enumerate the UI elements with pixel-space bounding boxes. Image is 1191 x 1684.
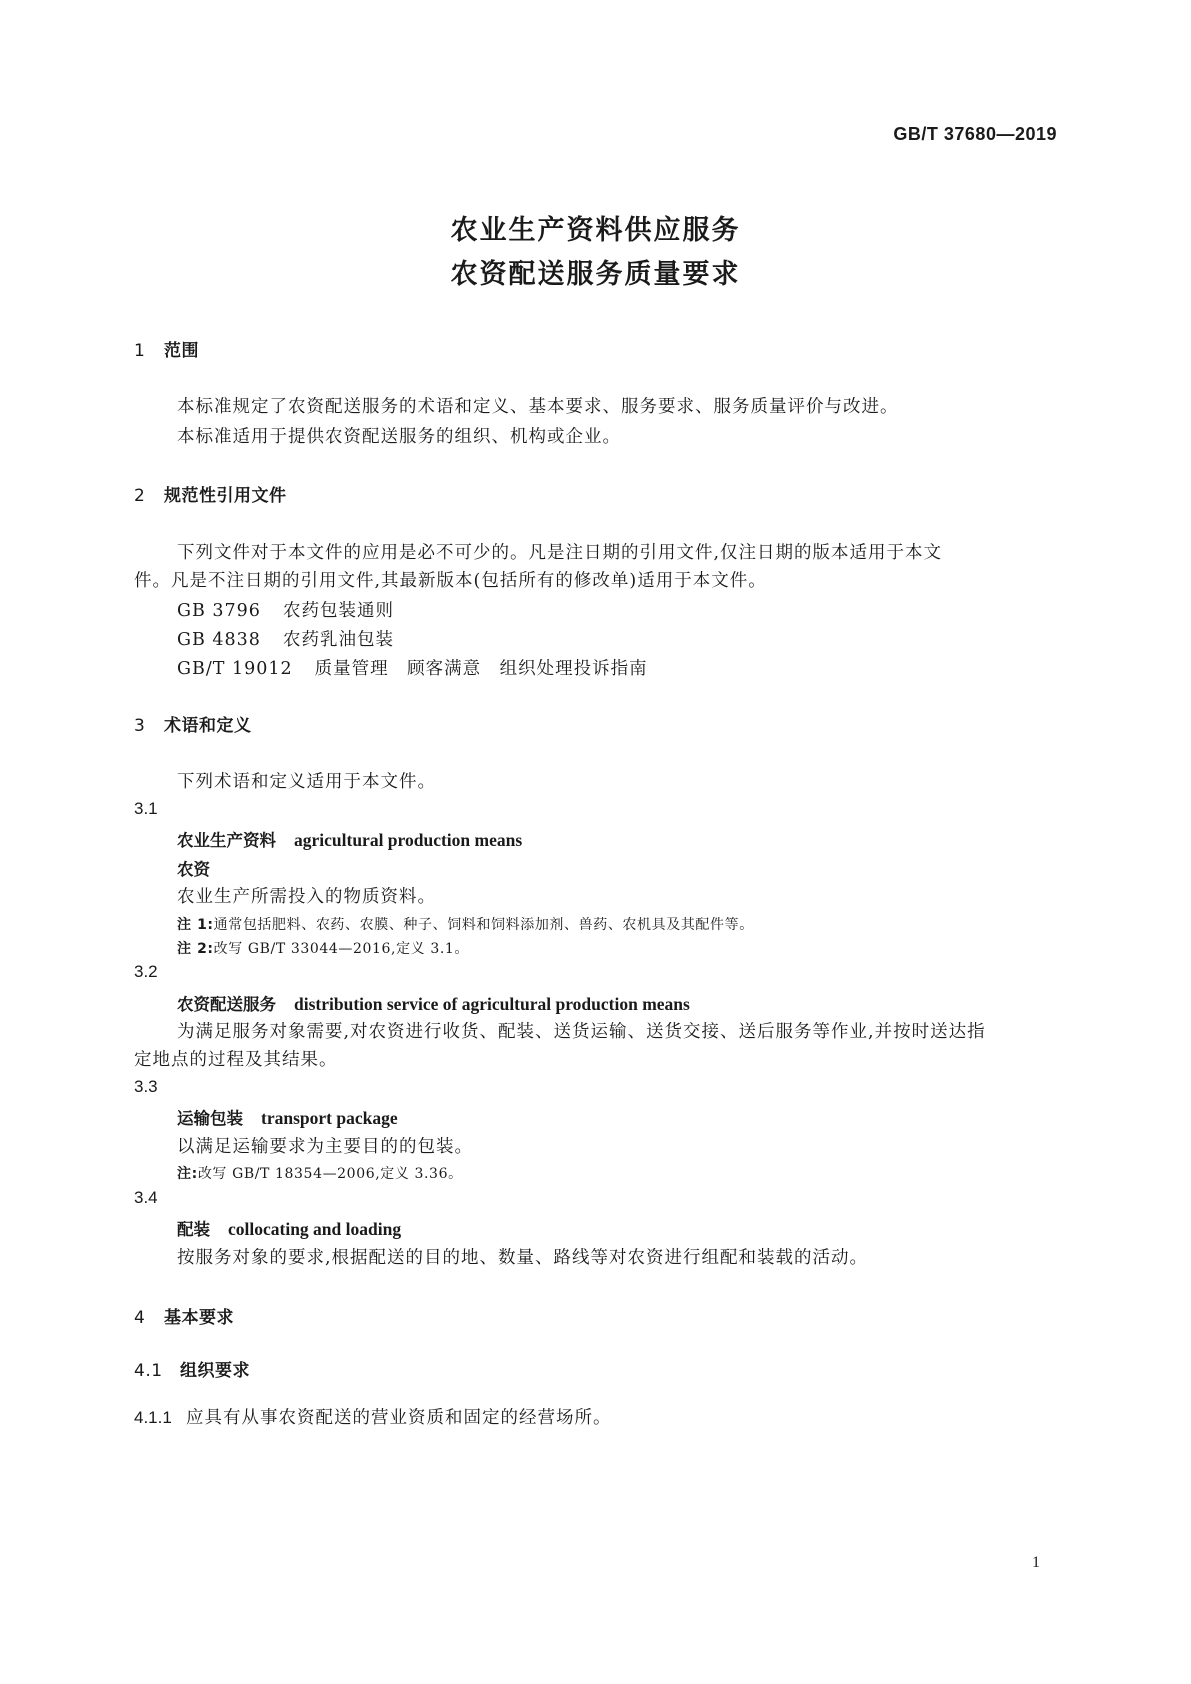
normative-reference bbox=[177, 597, 394, 622]
section-title: 范围 bbox=[164, 341, 199, 361]
note bbox=[177, 914, 754, 934]
term-number: 3.3 bbox=[134, 1077, 158, 1096]
subsection-4-1-heading bbox=[134, 1356, 250, 1381]
subsection-title: 组织要求 bbox=[180, 1361, 250, 1381]
term-definition-line: 定地点的过程及其结果。 bbox=[134, 1050, 338, 1070]
note-text: 改写 GB/T 18354—2006,定义 3.36。 bbox=[197, 1166, 463, 1182]
note-label: 注 2: bbox=[177, 941, 214, 957]
section-title: 基本要求 bbox=[164, 1308, 234, 1328]
section-title: 术语和定义 bbox=[164, 716, 252, 736]
paragraph-line: 下列文件对于本文件的应用是必不可少的。凡是注日期的引用文件,仅注日期的版本适用于本文 bbox=[177, 543, 943, 563]
term-heading bbox=[177, 827, 522, 851]
note bbox=[177, 1163, 463, 1183]
section-3-heading bbox=[134, 711, 252, 736]
term-zh: 农业生产资料 bbox=[177, 831, 276, 850]
term-definition: 按服务对象的要求,根据配送的目的地、数量、路线等对农资进行组配和装载的活动。 bbox=[177, 1248, 869, 1268]
section-4-heading bbox=[134, 1303, 234, 1328]
term-zh: 配装 bbox=[177, 1220, 210, 1239]
reference-code: GB 4838 bbox=[177, 630, 261, 650]
term-en: transport package bbox=[261, 1108, 398, 1128]
note-label: 注: bbox=[177, 1166, 198, 1182]
note-label: 注 1: bbox=[177, 917, 214, 933]
term-number: 3.4 bbox=[134, 1188, 158, 1207]
section-number: 1 bbox=[134, 341, 146, 361]
term-number: 3.1 bbox=[134, 799, 158, 818]
section-number: 2 bbox=[134, 486, 146, 506]
note bbox=[177, 938, 469, 958]
paragraph-line: 件。凡是不注日期的引用文件,其最新版本(包括所有的修改单)适用于本文件。 bbox=[134, 571, 767, 591]
term-definition-line: 为满足服务对象需要,对农资进行收货、配装、送货运输、送货交接、送后服务等作业,并按时送达指 bbox=[177, 1022, 986, 1042]
term-definition: 以满足运输要求为主要目的的包装。 bbox=[177, 1137, 473, 1157]
term-en: agricultural production means bbox=[294, 830, 523, 850]
clause-number: 4.1.1 bbox=[134, 1408, 172, 1427]
subsection-number: 4.1 bbox=[134, 1361, 163, 1381]
normative-reference bbox=[177, 626, 394, 651]
standard-number: GB/T 37680—2019 bbox=[893, 124, 1057, 144]
clause-4-1-1 bbox=[134, 1404, 612, 1429]
term-heading bbox=[177, 1216, 401, 1240]
reference-code: GB 3796 bbox=[177, 601, 261, 621]
document-title-line2: 农资配送服务质量要求 bbox=[450, 259, 741, 290]
note-text: 通常包括肥料、农药、农膜、种子、饲料和饲料添加剂、兽药、农机具及其配件等。 bbox=[213, 917, 754, 933]
reference-title: 农药包装通则 bbox=[282, 601, 394, 621]
term-en: collocating and loading bbox=[228, 1219, 402, 1239]
section-1-heading bbox=[134, 336, 199, 361]
term-zh: 农资配送服务 bbox=[177, 995, 276, 1014]
section-number: 3 bbox=[134, 716, 146, 736]
reference-code: GB/T 19012 bbox=[177, 659, 293, 679]
section-2-heading bbox=[134, 481, 287, 506]
term-heading bbox=[177, 991, 690, 1015]
section-number: 4 bbox=[134, 1308, 146, 1328]
document-title-line1: 农业生产资料供应服务 bbox=[450, 215, 741, 246]
note-text: 改写 GB/T 33044—2016,定义 3.1。 bbox=[213, 941, 469, 957]
term-heading bbox=[177, 1105, 398, 1129]
reference-title: 质量管理 顾客满意 组织处理投诉指南 bbox=[314, 659, 648, 679]
term-alternative: 农资 bbox=[177, 860, 210, 879]
reference-title: 农药乳油包装 bbox=[282, 630, 394, 650]
paragraph: 本标准适用于提供农资配送服务的组织、机构或企业。 bbox=[177, 427, 621, 447]
normative-reference bbox=[177, 655, 648, 680]
term-zh: 运输包装 bbox=[177, 1109, 243, 1128]
paragraph: 下列术语和定义适用于本文件。 bbox=[177, 772, 436, 792]
term-definition: 农业生产所需投入的物质资料。 bbox=[177, 887, 436, 907]
page-number: 1 bbox=[1032, 1554, 1040, 1571]
section-title: 规范性引用文件 bbox=[164, 486, 287, 506]
clause-text: 应具有从事农资配送的营业资质和固定的经营场所。 bbox=[186, 1408, 612, 1428]
term-en: distribution service of agricultural production means bbox=[294, 994, 690, 1014]
term-number: 3.2 bbox=[134, 962, 158, 981]
paragraph: 本标准规定了农资配送服务的术语和定义、基本要求、服务要求、服务质量评价与改进。 bbox=[177, 397, 899, 417]
